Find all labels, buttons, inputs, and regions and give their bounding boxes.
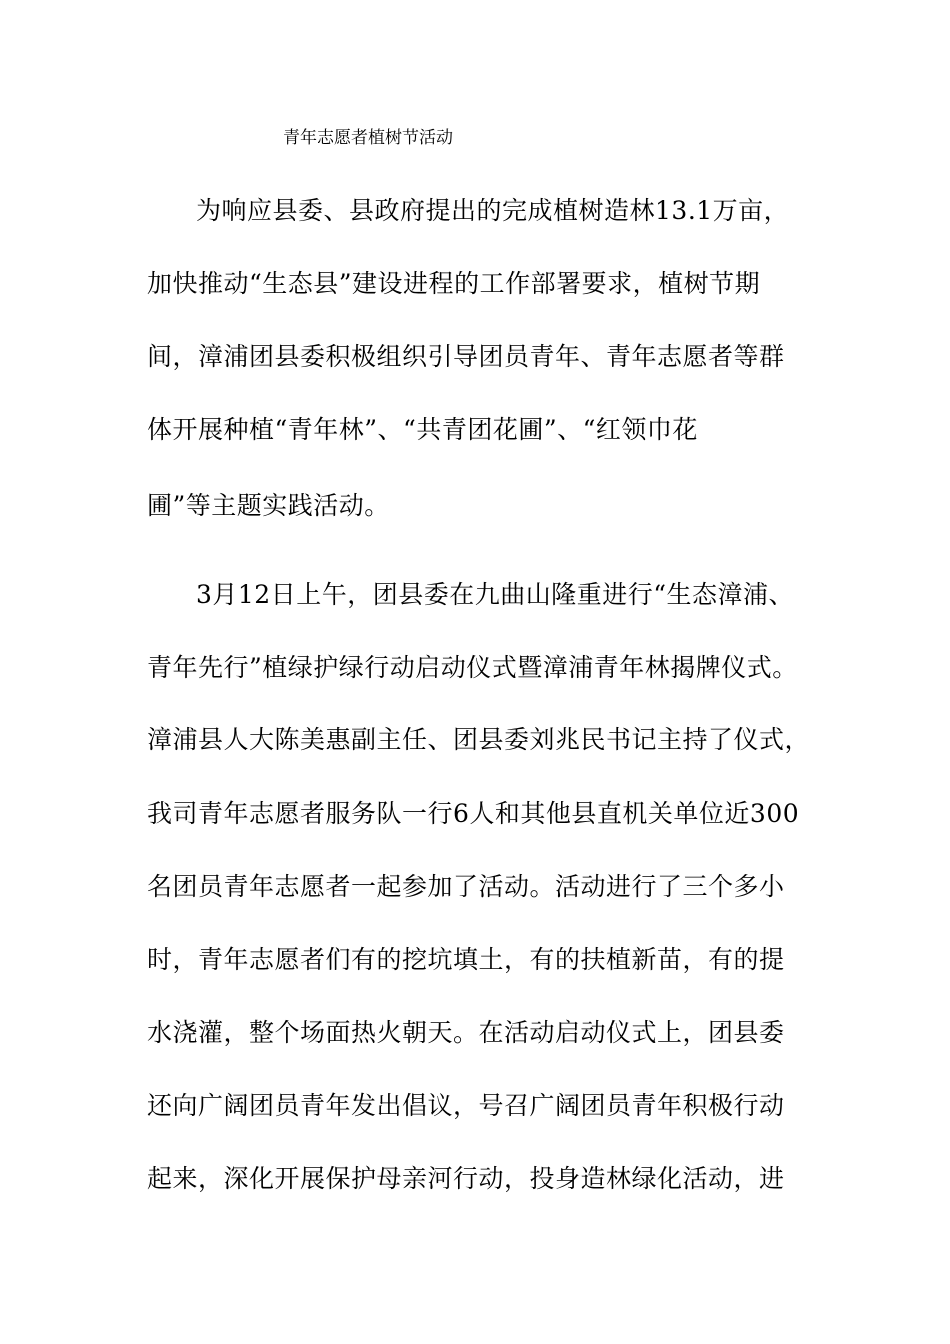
paragraph-1-line-3: 间，漳浦团县委积极组织引导团员青年、青年志愿者等群 xyxy=(147,342,785,371)
document-title: 青年志愿者植树节活动 xyxy=(283,128,453,148)
paragraph-1-line-5: 圃”等主题实践活动。 xyxy=(147,491,390,520)
paragraph-2-line-6: 时，青年志愿者们有的挖坑填土，有的扶植新苗，有的提 xyxy=(147,945,785,974)
paragraph-2-line-8: 还向广阔团员青年发出倡议，号召广阔团员青年积极行动 xyxy=(147,1091,785,1120)
paragraph-2-line-4: 我司青年志愿者服务队一行6人和其他县直机关单位近300 xyxy=(147,799,800,828)
paragraph-2-line-3: 漳浦县人大陈美惠副主任、团县委刘兆民书记主持了仪式， xyxy=(147,725,811,754)
paragraph-1-line-4: 体开展种植“青年林”、“共青团花圃”、“红领巾花 xyxy=(147,415,698,444)
paragraph-1-line-1: 为响应县委、县政府提出的完成植树造林13.1万亩， xyxy=(196,196,790,225)
paragraph-2-line-9: 起来，深化开展保护母亲河行动，投身造林绿化活动，进 xyxy=(147,1164,785,1193)
paragraph-2-line-7: 水浇灌，整个场面热火朝天。在活动启动仪式上，团县委 xyxy=(147,1018,785,1047)
paragraph-2-line-1: 3月12日上午，团县委在九曲山隆重进行“生态漳浦、 xyxy=(196,580,794,609)
paragraph-1-line-2: 加快推动“生态县”建设进程的工作部署要求，植树节期 xyxy=(147,269,761,298)
paragraph-2-line-5: 名团员青年志愿者一起参加了活动。活动进行了三个多小 xyxy=(147,872,785,901)
paragraph-2-line-2: 青年先行”植绿护绿行动启动仪式暨漳浦青年林揭牌仪式。 xyxy=(147,653,798,682)
